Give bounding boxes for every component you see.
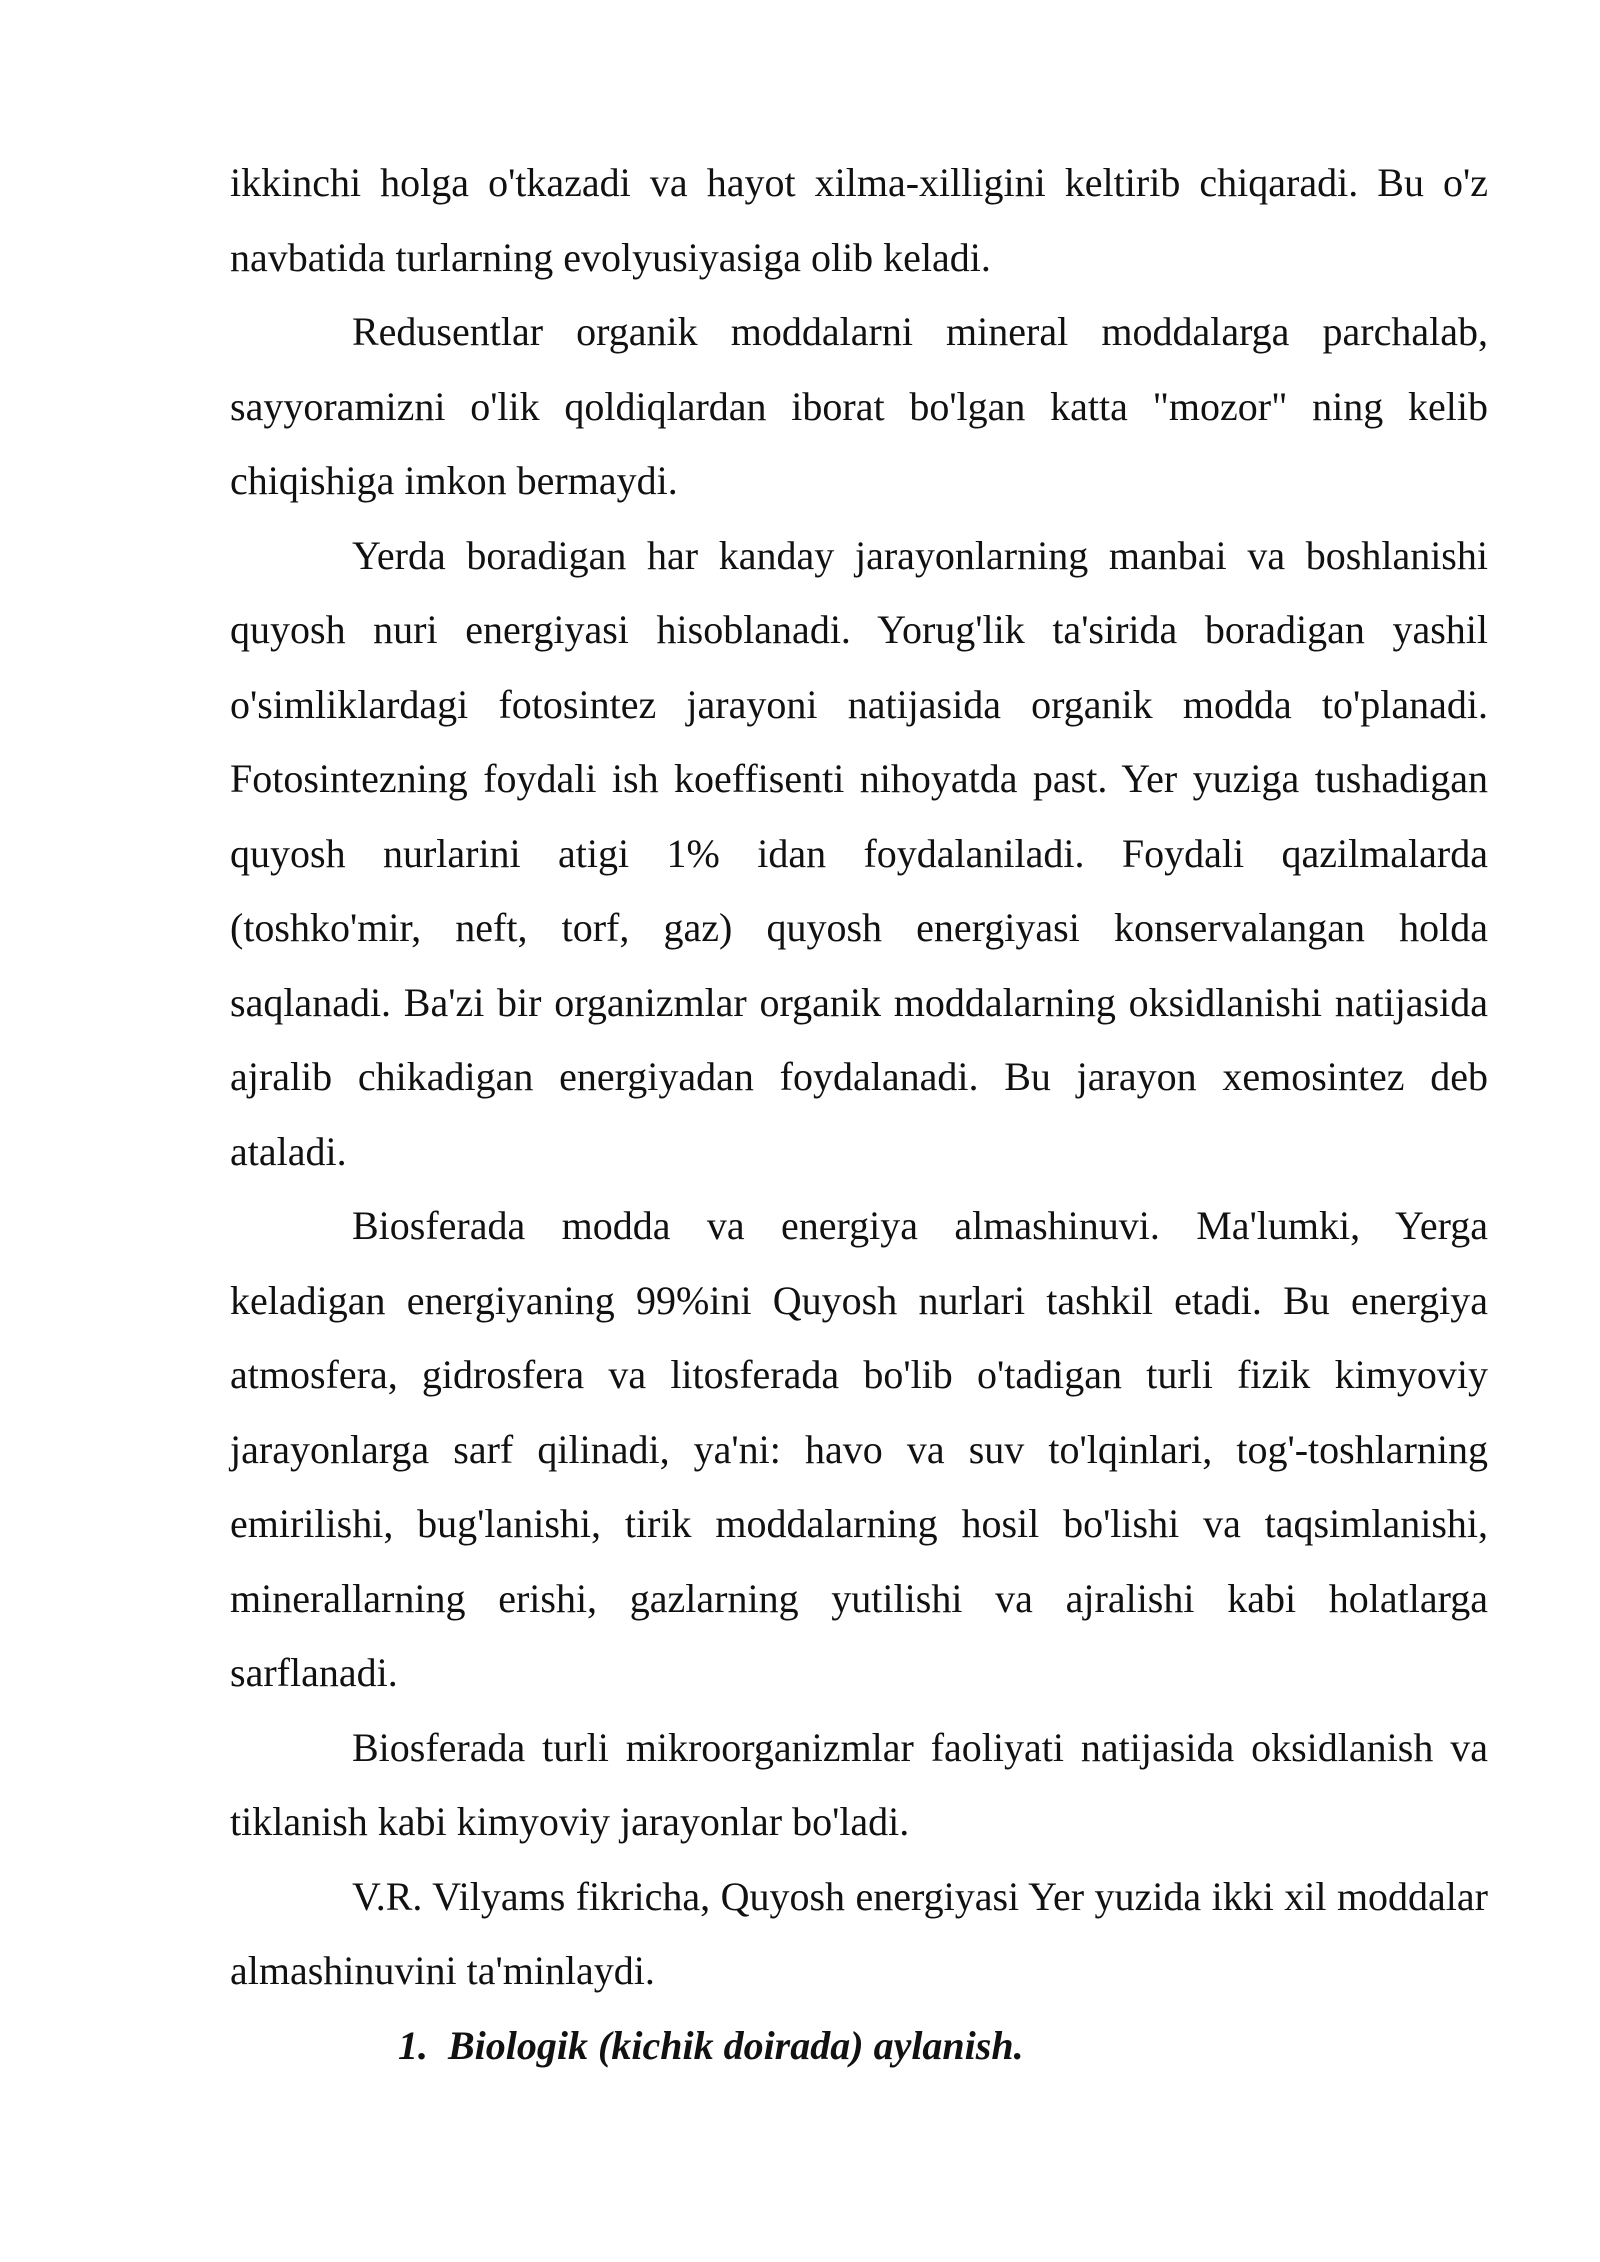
list-number: 1. (398, 2022, 428, 2068)
document-body (230, 146, 1488, 2083)
paragraph-5: Biosferada turli mikroorganizmlar faoliyati natijasida oksidlanish va tiklanish kabi kimyoviy jarayonlar bo'ladi. (230, 1724, 1488, 1844)
paragraph-4: Biosferada modda va energiya almashinuvi. Ma'lumki, Yerga keladigan energiyaning 99%ini Quyosh nurlari tashkil etadi. Bu energiya atmosfera, gidrosfera va litosferada bo'lib o'tadigan turli fizik kimyoviy jarayonlarga sarf qilinadi, ya'ni: havo va suv to'lqinlari, tog'-toshlarning emirilishi, bug'lanishi, tirik moddalarning hosil bo'lishi va taqsimlanishi, minerallarning erishi, gazlarning yutilishi va ajralishi kabi holatlarga sarflanadi. (230, 1203, 1488, 1695)
paragraph-1: ikkinchi holga o'tkazadi va hayot xilma-xilligini keltirib chiqaradi. Bu o'z navbatida turlarning evolyusiyasiga olib keladi. (230, 160, 1488, 280)
list-item-text: Biologik (kichik doirada) aylanish. (448, 2022, 1024, 2068)
numbered-heading (230, 2009, 1488, 2084)
paragraph-6: V.R. Vilyams fikricha, Quyosh energiyasi Yer yuzida ikki xil moddalar almashinuvini ta'minlaydi. (230, 1873, 1488, 1993)
paragraph-2: Redusentlar organik moddalarni mineral moddalarga parchalab, sayyoramizni o'lik qoldiqlardan iborat bo'lgan katta "mozor" ning kelib chiqishiga imkon bermaydi. (230, 309, 1488, 503)
paragraph-3: Yerda boradigan har kanday jarayonlarning manbai va boshlanishi quyosh nuri energiyasi hisoblanadi. Yorug'lik ta'sirida boradigan yashil o'simliklardagi fotosintez jarayoni natijasida organik modda to'planadi. Fotosintezning foydali ish koeffisenti nihoyatda past. Yer yuziga tushadigan quyosh nurlarini atigi 1% idan foydalaniladi. Foydali qazilmalarda (toshko'mir, neft, torf, gaz) quyosh energiyasi konservalangan holda saqlanadi. Ba'zi bir organizmlar organik moddalarning oksidlanishi natijasida ajralib chikadigan energiyadan foydalanadi. Bu jarayon xemosintez deb ataladi. (230, 532, 1488, 1174)
